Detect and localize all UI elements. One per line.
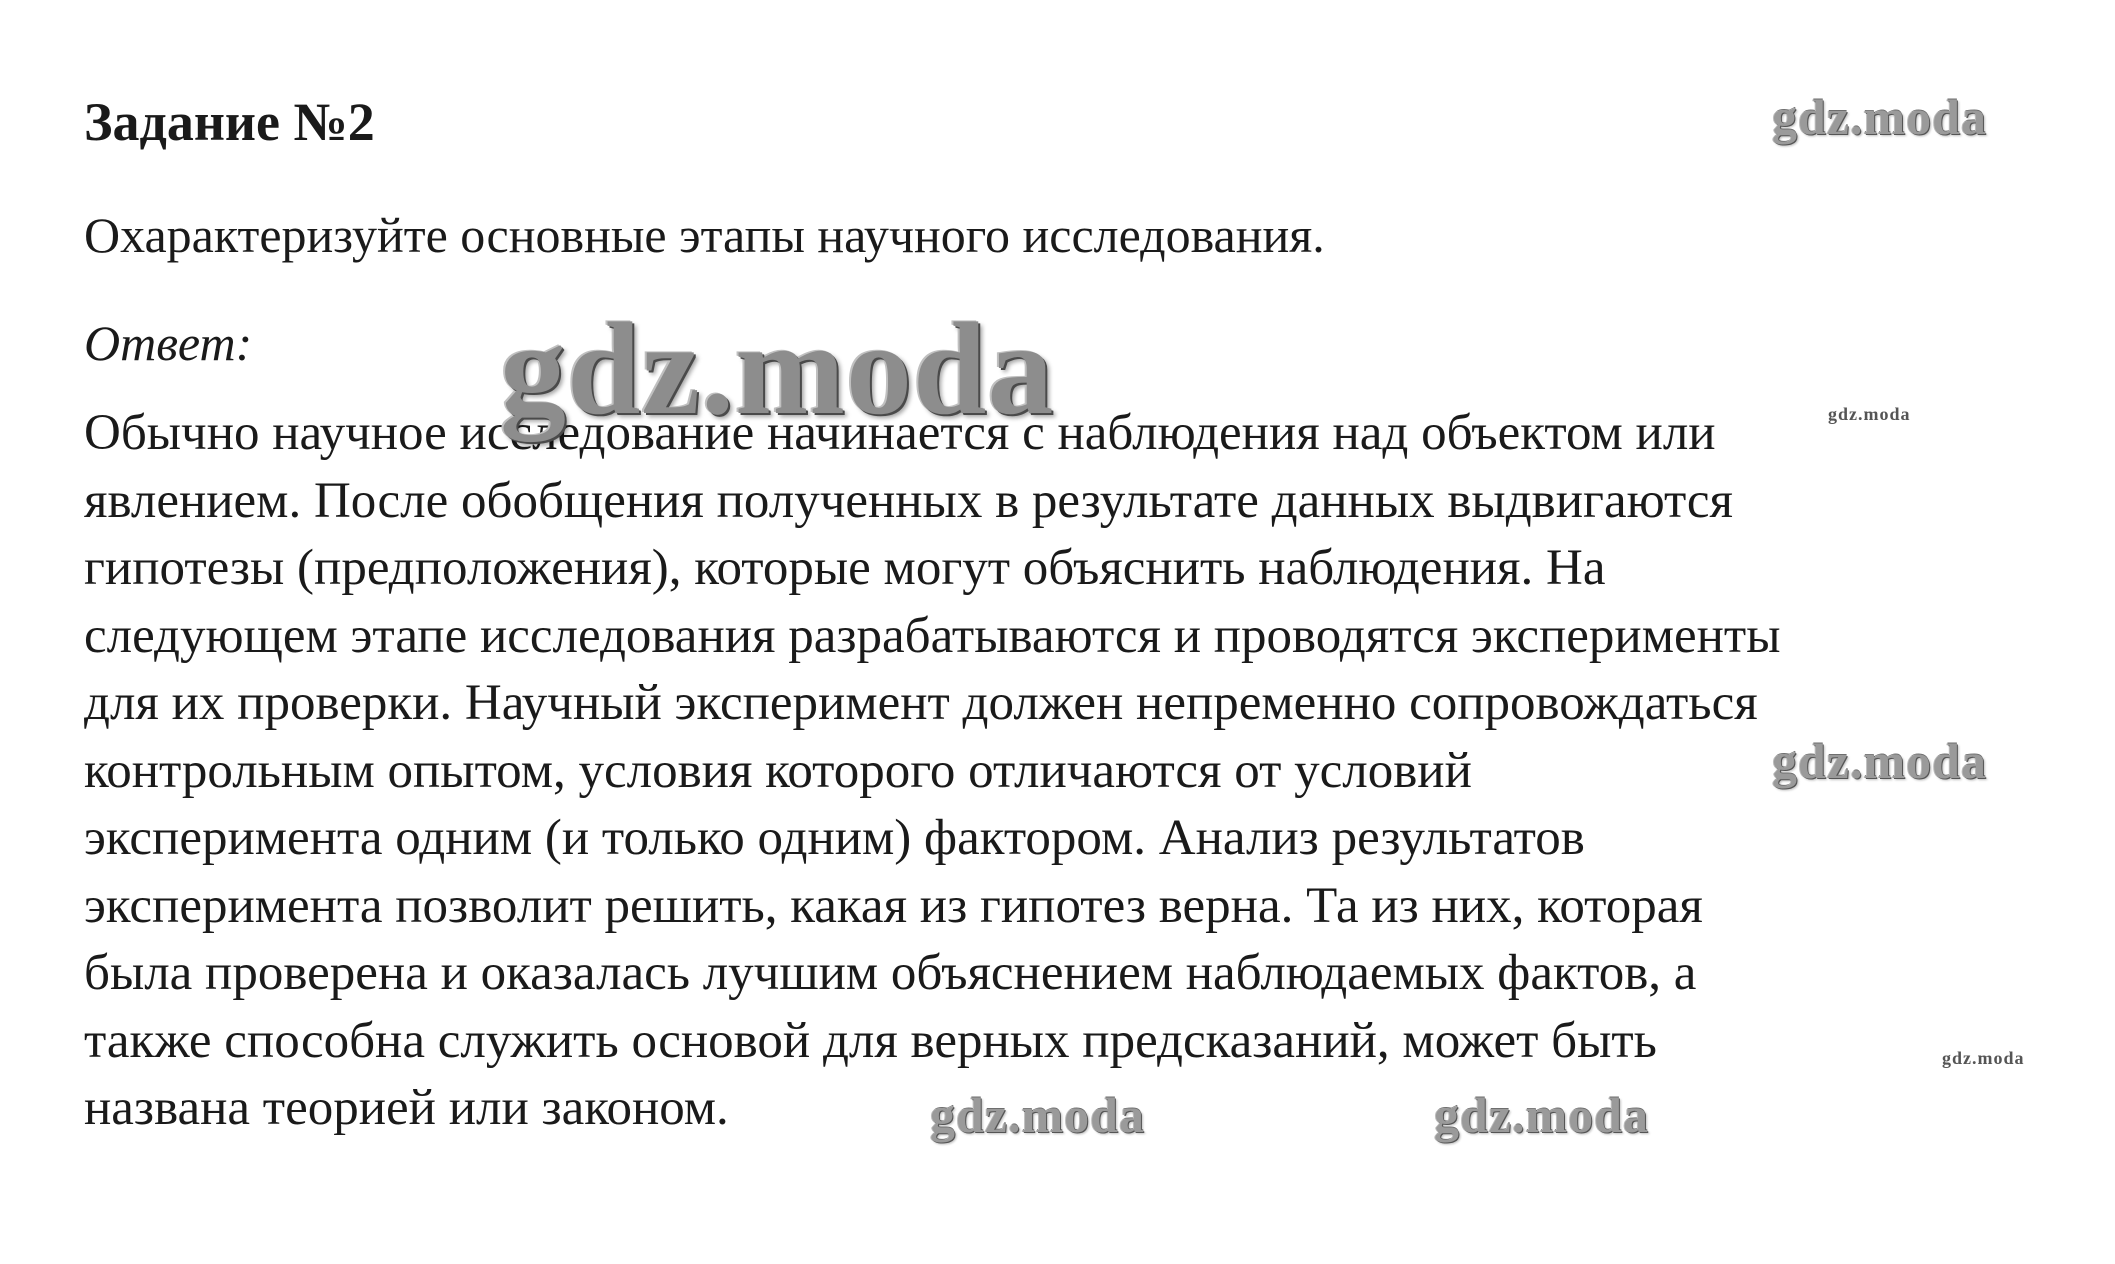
watermark-logo: gdz.moda: [1772, 733, 1987, 789]
answer-line: следующем этапе исследования разрабатываются и проводятся эксперименты: [84, 607, 1781, 664]
watermark-logo-small: gdz.moda: [1828, 404, 1911, 424]
watermark-logo-small: gdz.moda: [1942, 1048, 2025, 1068]
answer-line: эксперимента позволит решить, какая из гипотез верна. Та из них, которая: [84, 877, 1703, 934]
watermark-logo-large: gdz.moda: [500, 295, 1055, 442]
watermark-logo: gdz.moda: [1772, 89, 1987, 145]
watermark-logo: gdz.moda: [1434, 1087, 1649, 1143]
answer-line: гипотезы (предположения), которые могут объяснить наблюдения. На: [84, 540, 1606, 596]
answer-line: также способна служить основой для верных предсказаний, может быть: [84, 1012, 1657, 1069]
task-question: Охарактеризуйте основные этапы научного исследования.: [84, 206, 1325, 263]
answer-line: явлением. После обобщения полученных в результате данных выдвигаются: [84, 472, 1734, 529]
answer-line: Обычно научное исследование начинается с наблюдения над объектом или: [84, 405, 1716, 461]
answer-line: эксперимента одним (и только одним) фактором. Анализ результатов: [84, 810, 1585, 866]
answer-line: контрольным опытом, условия которого отличаются от условий: [84, 742, 1472, 799]
answer-line: названа теорией или законом.: [84, 1080, 729, 1136]
answer-line: была проверена и оказалась лучшим объяснением наблюдаемых фактов, а: [84, 945, 1697, 1001]
answer-line: для их проверки. Научный эксперимент должен непременно сопровождаться: [84, 675, 1758, 731]
task-title: Задание №2: [84, 92, 375, 152]
answer-label: Ответ:: [84, 314, 253, 371]
answer-text: [84, 400, 1780, 1143]
watermark-logo: gdz.moda: [930, 1087, 1145, 1143]
